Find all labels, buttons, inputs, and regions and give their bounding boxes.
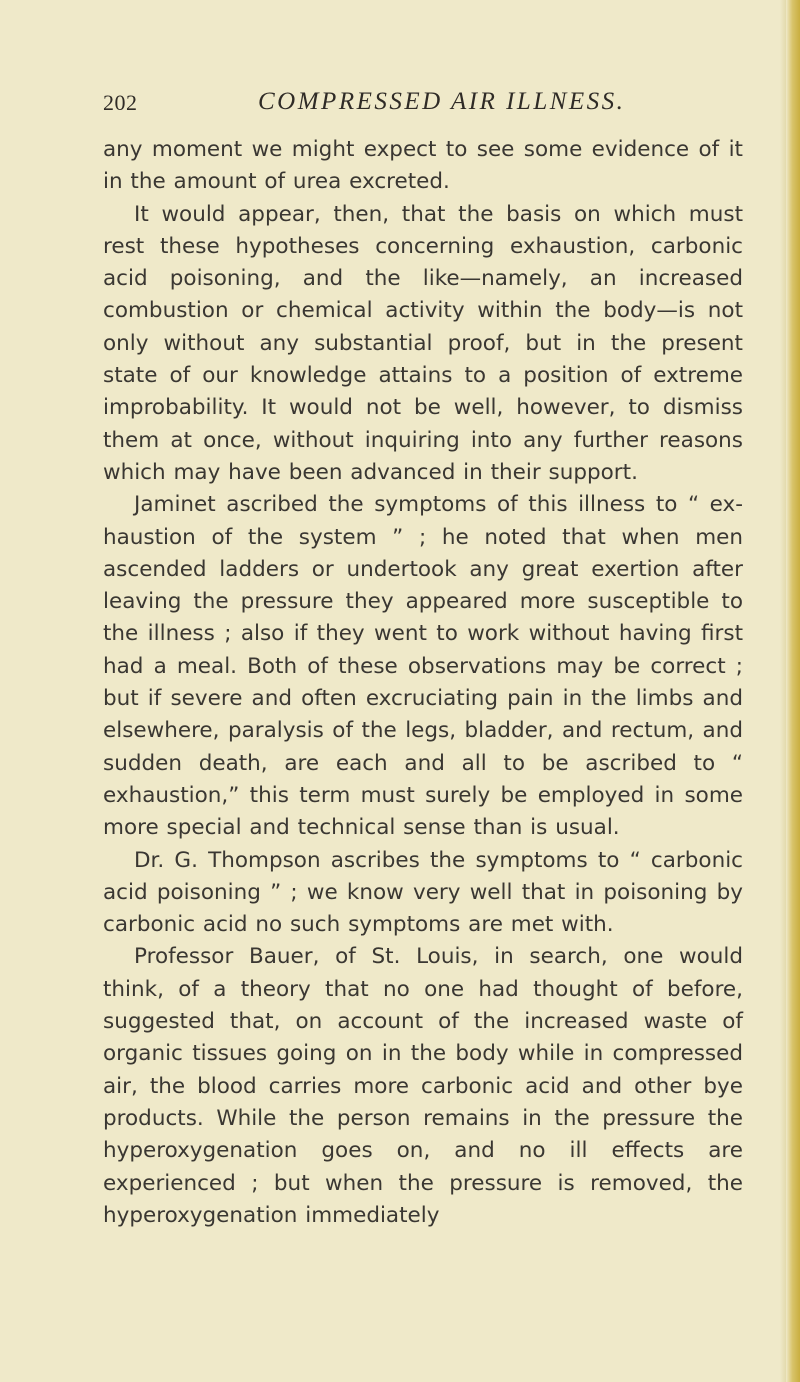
paragraph-jaminet: Jaminet ascribed the symptoms of this illness to “ ex-haustion of the system ” ; he noted that when men ascended ladders or undertook any great exertion after leaving the pressure they appeared more susceptible to the illness ; also if they went to work without having first had a meal. Both of these observations may be correct ; but if severe and often excruciating pain in the limbs and elsewhere, paralysis of the legs, bladder, and rectum, and sudden death, are each and all to be ascribed to “ exhaustion,” this term must surely be employed in some more special and technical sense than is usual. — [103, 492, 743, 841]
page-header — [103, 88, 743, 124]
running-title: COMPRESSED AIR ILLNESS. — [258, 88, 626, 115]
page-number: 202 — [103, 90, 138, 115]
paragraph-continued: any moment we might expect to see some evidence of it in the amount of urea excreted. — [103, 137, 743, 195]
paragraph-bauer: Professor Bauer, of St. Louis, in search, one would think, of a theory that no one had thought of before, suggested that, on account of the increased waste of organic tissues going on in the body while in compressed air, the blood carries more carbonic acid and other bye products. While the person remains in the pressure the hyperoxygenation goes on, and no ill effects are experienced ; but when the pressure is removed, the hyperoxygenation immediately — [103, 944, 743, 1228]
page-gilt-edge — [786, 0, 800, 1382]
paragraph-thompson: Dr. G. Thompson ascribes the symptoms to “ carbonic acid poisoning ” ; we know very well that in poisoning by carbonic acid no such symptoms are met with. — [103, 847, 743, 938]
paragraph-hypotheses: It would appear, then, that the basis on which must rest these hypotheses concerning exhaustion, carbonic acid poisoning, and the like—namely, an increased combustion or chemical activity within the body—is not only without any substantial proof, but in the present state of our knowledge attains to a position of extreme improbability. It would not be well, however, to dismiss them at once, without inquiring into any further reasons which may have been advanced in their support. — [103, 201, 743, 485]
body-text — [103, 134, 743, 1232]
